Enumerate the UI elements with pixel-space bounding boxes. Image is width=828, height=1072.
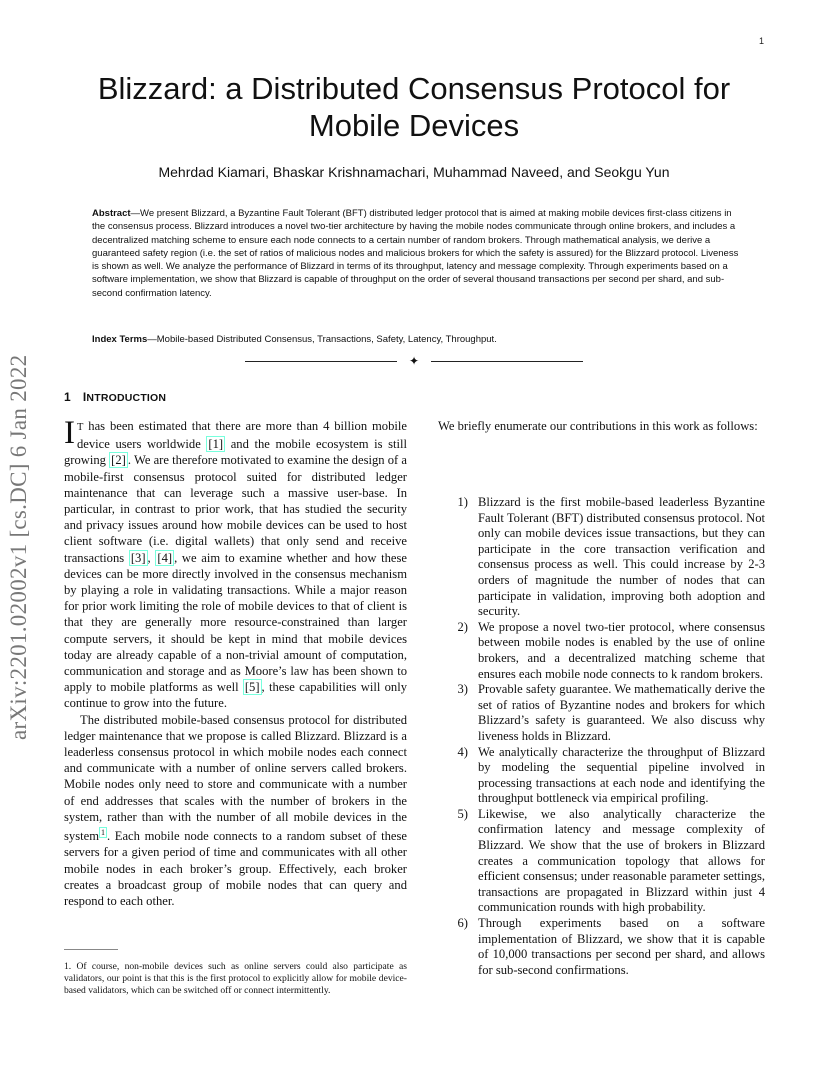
paragraph-text: , <box>147 550 156 565</box>
section-title-initial: I <box>82 390 87 404</box>
contributions-intro: We briefly enumerate our contributions in this work as follows: <box>438 419 758 433</box>
footnote-text: 1. Of course, non-mobile devices such as online servers could also participate as validators, our point is that this is the first protocol to explicitly allow for mobile device-based validators, which can be switched off or connect intermittently. <box>64 961 407 996</box>
citation-link[interactable]: [4] <box>157 550 173 565</box>
abstract-label: Abstract <box>92 208 131 219</box>
contribution-item <box>422 807 765 916</box>
contribution-item <box>422 916 765 978</box>
paragraph-text: and the mobile ecosystem is still growing <box>64 437 407 468</box>
diamond-icon: ✦ <box>408 354 420 368</box>
contributions-list <box>422 495 765 978</box>
paragraph-text: has been estimated that there are more than 4 billion mobile device users worldwide <box>77 419 407 452</box>
abstract <box>92 207 740 300</box>
section-separator <box>244 355 584 367</box>
contribution-number: 4) <box>457 744 468 759</box>
paragraph-text: The distributed mobile-based consensus protocol for distributed ledger maintenance that we propose is called Blizzard. Blizzard is a leaderless consensus protocol in which mobile nodes each connect and communicate with a number of online servers called brokers. Mobile nodes only need to store and communicate with a number of end addresses that scales with the number of brokers in the system, rather than with the number of all mobile devices in the system <box>64 712 407 844</box>
contribution-text: Through experiments based on a software implementation of Blizzard, we show that it is capable of 10,000 transactions per second per shard, and allows for sub-second confirmations. <box>478 916 765 977</box>
arxiv-stamp[interactable]: arXiv:2201.02002v1 [cs.DC] 6 Jan 2022 <box>6 354 31 740</box>
footnote <box>64 961 407 997</box>
author-list: Mehrdad Kiamari, Bhaskar Krishnamachari, Muhammad Naveed, and Seokgu Yun <box>158 164 670 180</box>
drop-cap: I <box>64 415 75 451</box>
contribution-text: We analytically characterize the throughput of Blizzard by modeling the sequential pipeline involved in processing transactions at each node and identifying the throughput bottleneck via empirical profiling. <box>478 744 765 806</box>
contribution-text: Likewise, we also analytically characterize the confirmation latency and message complexity of Blizzard. We show that the use of brokers in Blizzard creates a communication topology that allows for efficient consensus; under reasonable parameter settings, transactions are propagated in Blizzard within just 4 communication rounds with high probability. <box>478 806 765 915</box>
contribution-item <box>422 620 765 682</box>
contribution-text: Provable safety guarantee. We mathematically derive the set of ratios of Byzantine nodes and brokers for which Blizzard’s safety is guaranteed. We also discuss why liveness holds in Blizzard. <box>478 682 765 743</box>
citation-link[interactable]: [5] <box>244 680 260 695</box>
separator-line-right <box>431 361 583 362</box>
paragraph-text: , we aim to examine whether and how these devices can be more directly involved in the consensus mechanism by playing a role in validating transactions. While a major reason for prior work limiting the role of mobile devices to that of client is that they are generally more resource-constrained than larger compute servers, it should be kept in mind that mobile devices today are already capable of a non-trivial amount of computation, communication and storage and as Moore’s law has been shown to apply to mobile platforms as well <box>64 550 408 695</box>
page-number: 1 <box>758 36 764 46</box>
contribution-item <box>422 682 765 744</box>
intro-paragraph-2 <box>64 712 407 910</box>
footnote-rule <box>64 949 118 950</box>
contribution-number: 1) <box>457 495 468 509</box>
paper-title: Blizzard: a Distributed Consensus Protocol for Mobile Devices <box>97 71 731 143</box>
index-terms-text: —Mobile-based Distributed Consensus, Transactions, Safety, Latency, Throughput. <box>147 334 497 345</box>
contribution-text: We propose a novel two-tier protocol, where consensus between mobile nodes is enabled by the use of online brokers, and a decentralized matching scheme that ensures each mobile node connects to k random brokers. <box>478 619 765 681</box>
contribution-number: 3) <box>457 682 468 697</box>
index-terms-label: Index Terms <box>92 334 148 345</box>
contribution-item <box>422 745 765 807</box>
paragraph-text: , these capabilities will only continue to grow into the future. <box>64 680 407 711</box>
paragraph-text: . We are therefore motivated to examine the design of a mobile-first consensus protocol suited for distributed ledger maintenance that can leverage such a massive user-base. In particular, in contrast to prior work, that has studied the security and privacy issues around how mobile devices can be used to host client software (i.e. digital wallets) that only send and receive transactions <box>64 453 407 565</box>
citation-link[interactable]: [3] <box>130 550 146 565</box>
contribution-text: Blizzard is the first mobile-based leaderless Byzantine Fault Tolerant (BFT) distributed consensus protocol. Not only can mobile devices issue transactions, but they can participate in the core transaction verification and consensus process as well. This could increase by 2-3 orders of magnitude the number of nodes that can participate in validation, improving both adoption and security. <box>478 495 765 619</box>
section-title-rest: NTRODUCTION <box>86 392 167 404</box>
paragraph-text: . Each mobile node connects to a random subset of these servers for a given period of time and communicates with all other mobile nodes in each broker’s group. Effectively, each broker creates a broadcast group of mobile nodes that can query and respond to each other. <box>64 829 407 909</box>
section-heading <box>64 390 166 404</box>
right-column <box>422 418 765 434</box>
contribution-number: 2) <box>457 619 468 634</box>
contribution-number: 6) <box>457 916 468 931</box>
citation-link[interactable]: [1] <box>208 437 224 452</box>
contribution-item <box>422 495 765 620</box>
small-caps-text: T <box>77 422 84 433</box>
contribution-number: 5) <box>457 806 468 821</box>
abstract-text: —We present Blizzard, a Byzantine Fault Tolerant (BFT) distributed ledger protocol that is aimed at making mobile devices first-class citizens in the consensus process. Blizzard introduces a novel two-tier architecture by having the mobile nodes communicate through online brokers, and includes a decentralized matching scheme to ensure each node connects to a certain number of random brokers. Through mathematical analysis, we derive a guaranteed safety region (i.e. the set of ratios of malicious nodes and malicious brokers for which the safety is assured) for the Blizzard protocol. Liveness is shown as well. We analyze the performance of Blizzard in terms of its throughput, latency and message complexity. Through experiments based on a software implementation, we show that Blizzard is capable of throughput on the order of several thousand transactions per second per shard, and sub-second confirmation latency. <box>92 208 739 299</box>
index-terms <box>92 334 740 345</box>
separator-line-left <box>245 361 397 362</box>
section-number: 1 <box>64 390 71 404</box>
left-column <box>64 415 408 909</box>
intro-paragraph-1 <box>64 415 408 712</box>
footnote-link[interactable]: 1 <box>100 828 105 838</box>
citation-link[interactable]: [2] <box>111 453 126 468</box>
